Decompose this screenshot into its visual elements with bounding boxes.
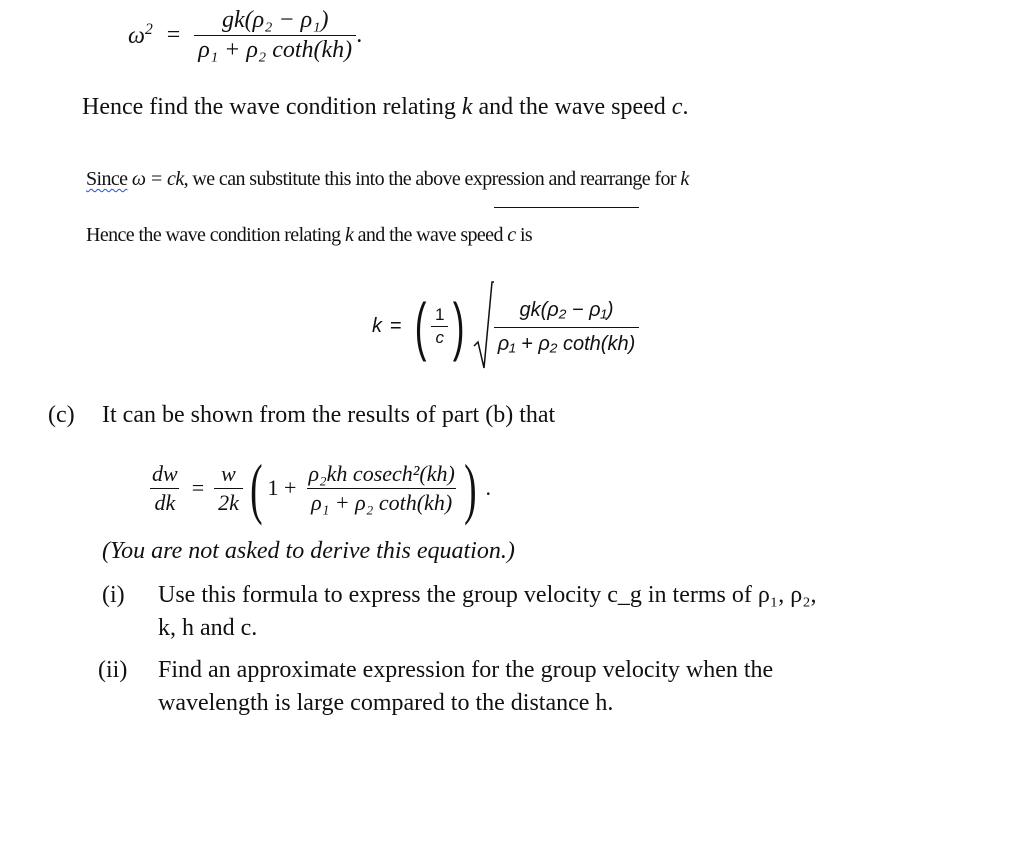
sqrt-fraction: $\frac{\text{gk(ρ₂ − ρ₁)}}{\text{ρ₁ + ρ₂ coth(kh)}}$: [494, 300, 639, 355]
k-lhs: k: [372, 314, 382, 337]
sqrt-sign-icon: [472, 280, 494, 372]
omega-numerator: gk(ρ₂ − ρ₁): [221, 7, 329, 33]
omega-equation: [128, 8, 362, 63]
sub-i-label: (i): [102, 582, 125, 608]
paren-close: ): [453, 290, 465, 362]
k-equals: =: [390, 314, 402, 337]
sub-i-line1: Use this formula to express the group velocity c_g in terms of ρ₁, ρ₂,: [158, 582, 817, 608]
derive-note: (You are not asked to derive this equation.): [102, 538, 515, 564]
since-equation: ω = ck: [127, 168, 184, 190]
omega-period: .: [356, 22, 363, 49]
paren-open-large: (: [249, 450, 263, 526]
part-c-intro: It can be shown from the results of part (b) that: [102, 402, 556, 428]
w-over-2k: $\frac{w}{2k}$: [214, 462, 243, 513]
dwdk-equation: $\frac{dw}{dk}$ = $\frac{w}{2k}$ ( 1 + $\frac{\text{ρ₂kh cosech²(kh)}}{\text{ρ₁ + ρ₂ coth(kh)}}$ ) .: [148, 448, 491, 528]
paren-open: (: [414, 290, 427, 362]
part-c-label: (c): [48, 402, 75, 428]
sqrt-radicand: [494, 207, 639, 355]
sub-ii-line2: wavelength is large compared to the distance h.: [158, 690, 614, 716]
omega-denominator: ρ₁ + ρ₂ coth(kh): [194, 35, 356, 63]
sub-i-line2: k, h and c.: [158, 615, 258, 641]
cosech-fraction: $\frac{\text{ρ₂kh cosech²(kh)}}{\text{ρ₁ + ρ₂ coth(kh)}}$: [308, 461, 455, 515]
sub-ii-line1: Find an approximate expression for the group velocity when the: [158, 657, 774, 683]
paren-close-large: ): [463, 450, 477, 526]
answer-since-line: Since ω = ck, we can substitute this into the above expression and rearrange for k: [86, 168, 689, 190]
since-word: Since: [86, 168, 128, 190]
one-over-c: $\frac{1}{c}$: [431, 306, 448, 347]
hence-question: Hence find the wave condition relating k and the wave speed c.: [82, 94, 689, 120]
dwdk-fraction: $\frac{dw}{dk}$: [152, 461, 178, 515]
answer-k-equation: [372, 280, 639, 372]
omega-lhs: $\omega^2$: [128, 21, 153, 50]
omega-fraction: [194, 8, 356, 63]
sub-ii-label: (ii): [98, 657, 128, 683]
omega-equals: =: [166, 22, 181, 49]
answer-hence-line: Hence the wave condition relating k and the wave speed c is: [86, 224, 533, 246]
